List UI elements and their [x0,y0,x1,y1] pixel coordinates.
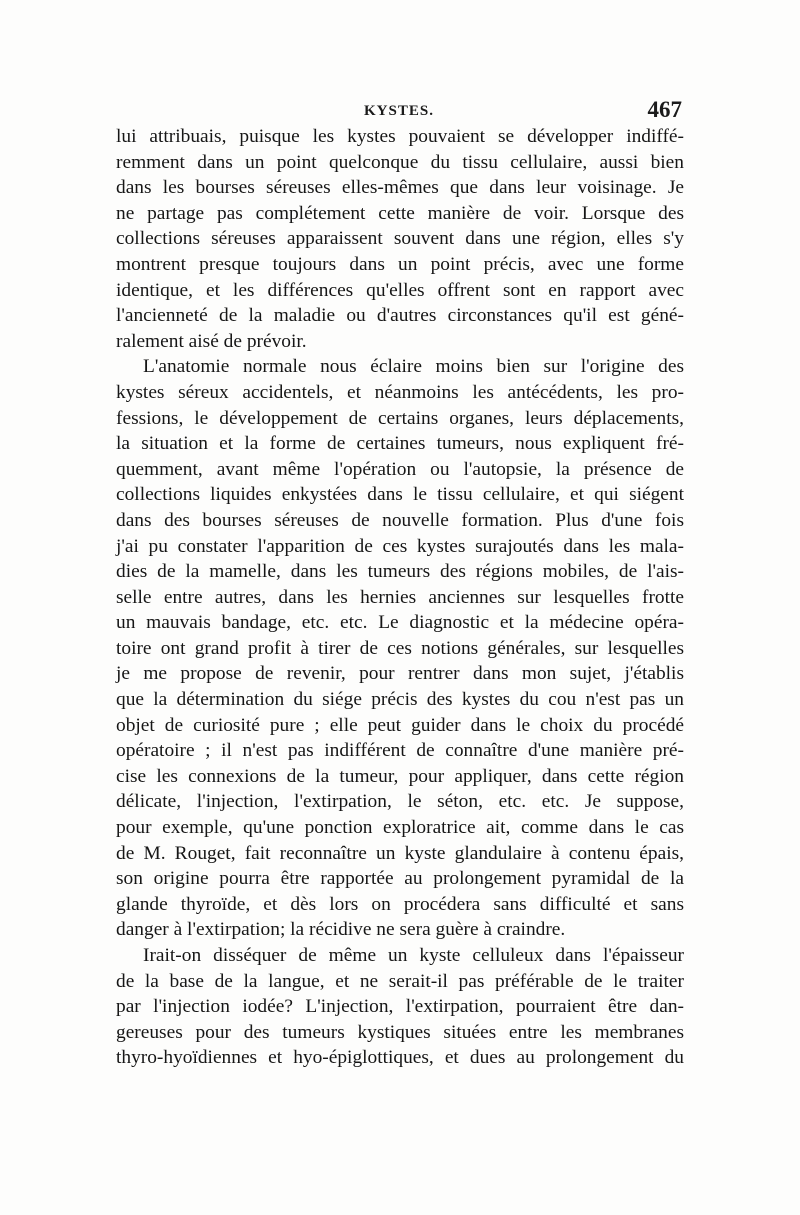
text-line: montrent presque toujours dans un point précis, avec une forme [116,253,684,275]
page-number: 467 [647,97,682,122]
text-line: fessions, le développement de certains organes, leurs déplacements, [116,407,684,429]
text-line: l'ancienneté de la maladie ou d'autres circonstances qu'il est géné- [116,305,684,327]
text-line: objet de curiosité pure ; elle peut guider dans le choix du procédé [116,714,684,736]
text-line: identique, et les différences qu'elles offrent sont en rapport avec [116,279,684,301]
text-line: toire ont grand profit à tirer de ces notions générales, sur lesquelles [116,637,684,659]
text-line: de M. Rouget, fait reconnaître un kyste glandulaire à contenu épais, [116,842,684,864]
text-line: dans les bourses séreuses elles-mêmes que dans leur voisinage. Je [116,177,684,199]
text-line: kystes séreux accidentels, et néanmoins les antécédents, les pro- [116,381,684,403]
paragraph [116,354,684,943]
text-line: par l'injection iodée? L'injection, l'extirpation, pourraient être dan- [116,996,684,1018]
text-line: ralement aisé de prévoir. [116,330,307,352]
text-line: la situation et la forme de certaines tumeurs, nous expliquent fré- [116,433,684,455]
paragraph [116,943,684,1071]
running-head [112,97,686,127]
text-line: dans des bourses séreuses de nouvelle formation. Plus d'une fois [116,509,684,531]
text-line: opératoire ; il n'est pas indifférent de connaître d'une manière pré- [116,740,684,762]
text-line: délicate, l'injection, l'extirpation, le séton, etc. etc. Je suppose, [116,791,684,813]
text-line: j'ai pu constater l'apparition de ces kystes surajoutés dans les mala- [116,535,684,557]
text-line: que la détermination du siége précis des kystes du cou n'est pas un [116,689,684,711]
text-line: gereuses pour des tumeurs kystiques situées entre les membranes [116,1021,684,1043]
text-line: dies de la mamelle, dans les tumeurs des régions mobiles, de l'ais- [116,561,684,583]
text-line: collections séreuses apparaissent souvent dans une région, elles s'y [116,228,684,250]
text-line: cise les connexions de la tumeur, pour appliquer, dans cette région [116,765,684,787]
text-line: thyro-hyoïdiennes et hyo-épiglottiques, et dues au prolongement du [116,1047,684,1069]
text-line: glande thyroïde, et dès lors on procédera sans difficulté et sans [116,893,684,915]
text-line: selle entre autres, dans les hernies anciennes sur lesquelles frotte [116,586,684,608]
text-line: quemment, avant même l'opération ou l'autopsie, la présence de [116,458,684,480]
text-line: ne partage pas complétement cette manière de voir. Lorsque des [116,202,684,224]
text-line: collections liquides enkystées dans le tissu cellulaire, et qui siégent [116,484,684,506]
body-text [116,124,684,1071]
text-line: je me propose de revenir, pour rentrer dans mon sujet, j'établis [116,663,684,685]
text-line: Irait-on disséquer de même un kyste celluleux dans l'épaisseur [143,945,684,966]
text-line: danger à l'extirpation; la récidive ne sera guère à craindre. [116,919,566,941]
text-line: un mauvais bandage, etc. etc. Le diagnostic et la médecine opéra- [116,612,684,634]
text-line: lui attribuais, puisque les kystes pouvaient se développer indiffé- [116,126,684,147]
text-line: L'anatomie normale nous éclaire moins bien sur l'origine des [143,356,684,378]
text-line: son origine pourra être rapportée au prolongement pyramidal de la [116,868,684,890]
paragraph [116,124,684,354]
text-line: pour exemple, qu'une ponction exploratrice ait, comme dans le cas [116,817,684,839]
text-line: de la base de la langue, et ne serait-il pas préférable de le traiter [116,970,684,992]
text-line: remment dans un point quelconque du tissu cellulaire, aussi bien [116,151,684,173]
running-title: KYSTES. [364,103,434,119]
